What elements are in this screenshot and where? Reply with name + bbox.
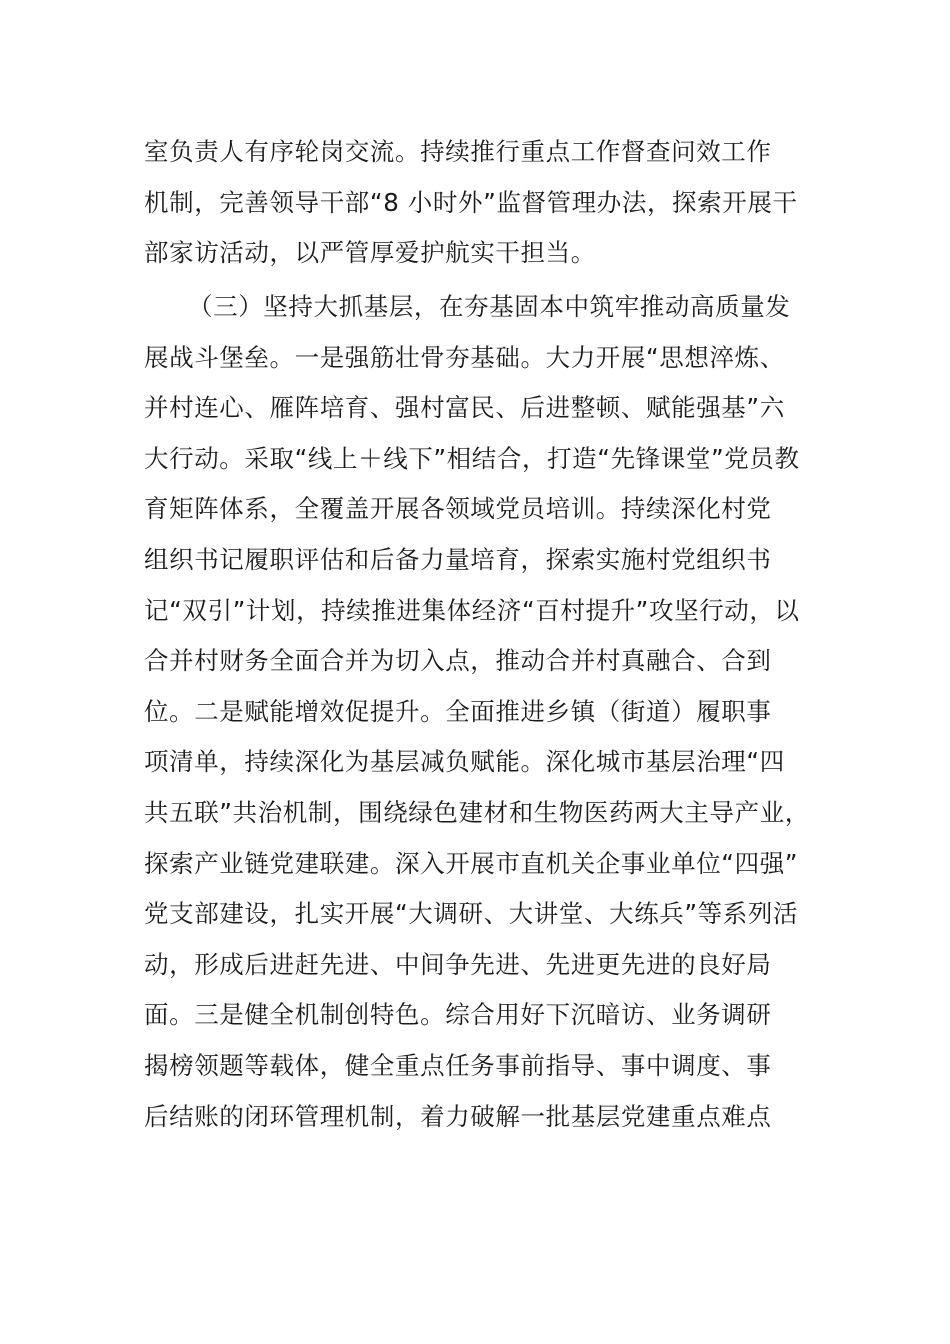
paragraph-line: 后结账的闭环管理机制，着力破解一批基层党建重点难点 — [144, 1101, 772, 1131]
paragraph-line: 项清单，持续深化为基层减负赋能。深化城市基层治理“四 — [144, 747, 785, 777]
paragraph-line: 机制，完善领导干部“8 小时外”监督管理办法，探索开展干 — [144, 187, 798, 217]
paragraph-line: 动，形成后进赶先进、中间争先进、先进更先进的良好局 — [144, 949, 772, 979]
paragraph-line: 大行动。采取“线上＋线下”相结合，打造“先锋课堂”党员教 — [144, 443, 800, 473]
paragraph-line: 组织书记履职评估和后备力量培育，探索实施村党组织书 — [144, 544, 772, 574]
paragraph-line: 揭榜领题等载体，健全重点任务事前指导、事中调度、事 — [144, 1050, 772, 1080]
paragraph-line: 记“双引”计划，持续推进集体经济“百村提升”攻坚行动，以 — [144, 595, 800, 625]
paragraph-line: 党支部建设，扎实开展“大调研、大讲堂、大练兵”等系列活 — [144, 899, 799, 929]
paragraph-1 — [144, 127, 824, 279]
paragraph-line: 展战斗堡垒。一是强筋壮骨夯基础。大力开展“思想淬炼、 — [144, 342, 785, 372]
paragraph-line: 育矩阵体系，全覆盖开展各领域党员培训。持续深化村党 — [144, 494, 772, 524]
paragraph-line: 面。三是健全机制创特色。综合用好下沉暗访、业务调研 — [144, 1000, 772, 1030]
paragraph-line: 位。二是赋能增效促提升。全面推进乡镇（街道）履职事 — [144, 696, 772, 726]
paragraph-2 — [144, 282, 824, 1142]
paragraph-line: 共五联”共治机制，围绕绿色建材和生物医药两大主导产业， — [144, 797, 810, 827]
paragraph-line: 部家访活动，以严管厚爱护航实干担当。 — [144, 238, 596, 268]
paragraph-line: 合并村财务全面合并为切入点，推动合并村真融合、合到 — [144, 646, 772, 676]
paragraph-heading-line: （三）坚持大抓基层，在夯基固本中筑牢推动高质量发 — [188, 292, 791, 321]
paragraph-line: 探索产业链党建联建。深入开展市直机关企事业单位“四强” — [144, 848, 799, 878]
paragraph-line: 室负责人有序轮岗交流。持续推行重点工作督查问效工作 — [144, 137, 772, 166]
paragraph-line: 并村连心、雁阵培育、强村富民、后进整顿、赋能强基”六 — [144, 393, 785, 423]
